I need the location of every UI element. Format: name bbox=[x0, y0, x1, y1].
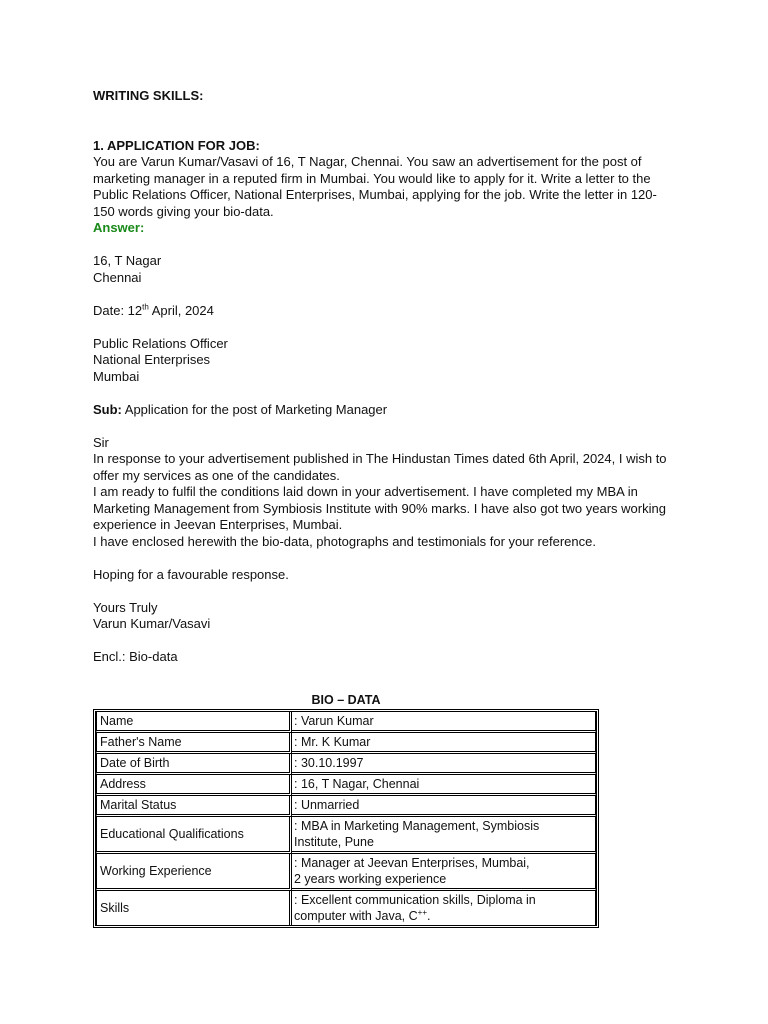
answer-label: Answer: bbox=[93, 220, 145, 235]
table-row bbox=[96, 775, 596, 796]
row-value: : 16, T Nagar, Chennai bbox=[292, 775, 596, 796]
row-label: Name bbox=[96, 712, 292, 733]
row-value: : MBA in Marketing Management, Symbiosis Institute, Pune bbox=[292, 817, 596, 854]
enclosure: Encl.: Bio-data bbox=[93, 649, 178, 664]
question-title: 1. APPLICATION FOR JOB: bbox=[93, 137, 260, 153]
row-label: Father's Name bbox=[96, 733, 292, 754]
row-value: : Unmarried bbox=[292, 796, 596, 817]
row-label: Marital Status bbox=[96, 796, 292, 817]
row-label: Working Experience bbox=[96, 854, 292, 891]
page-heading: WRITING SKILLS: bbox=[93, 88, 204, 103]
letter-content bbox=[93, 88, 678, 666]
bio-data-table bbox=[93, 709, 599, 928]
row-label: Date of Birth bbox=[96, 754, 292, 775]
row-label: Address bbox=[96, 775, 292, 796]
salutation: Sir bbox=[93, 434, 109, 450]
table-row bbox=[96, 854, 596, 891]
row-value: : Excellent communication skills, Diploma in computer with Java, C++. bbox=[292, 891, 596, 925]
table-row bbox=[96, 817, 596, 854]
receiver-address: Public Relations Officer National Enterprises Mumbai bbox=[93, 335, 228, 384]
closing-line: Hoping for a favourable response. bbox=[93, 566, 289, 582]
row-value: : 30.10.1997 bbox=[292, 754, 596, 775]
bio-data-title: BIO – DATA bbox=[311, 693, 381, 707]
letter-date: Date: 12th April, 2024 bbox=[93, 302, 214, 318]
letter-subject: Sub: Application for the post of Marketing Manager bbox=[93, 401, 388, 417]
row-value: : Varun Kumar bbox=[292, 712, 596, 733]
row-value: : Manager at Jeevan Enterprises, Mumbai, 2 years working experience bbox=[292, 854, 596, 891]
question-text: You are Varun Kumar/Vasavi of 16, T Nagar, Chennai. You saw an advertisement for the post of marketing manager in a reputed firm in Mumbai. You would like to apply for it. Write a letter to the Public Relations Officer, National Enterprises, Mumbai, applying for the job. Write the letter in 120- 150 words giving your bio-data. bbox=[93, 154, 657, 219]
table-row bbox=[96, 754, 596, 775]
letter-body: In response to your advertisement published in The Hindustan Times dated 6th April, 2024, I wish to offer my services as one of the candidates. I am ready to fulfil the conditions laid down in your advertisement. I have completed my MBA in Marketing Management from Symbiosis Institute with 90% marks. I have also got two years working experience in Jeevan Enterprises, Mumbai. I have enclosed herewith the bio-data, photographs and testimonials for your reference. bbox=[93, 451, 667, 549]
table-row bbox=[96, 712, 596, 733]
table-row bbox=[96, 733, 596, 754]
sender-address: 16, T Nagar Chennai bbox=[93, 253, 162, 285]
row-label: Educational Qualifications bbox=[96, 817, 292, 854]
row-label: Skills bbox=[96, 891, 292, 925]
table-row bbox=[96, 796, 596, 817]
signoff: Yours Truly Varun Kumar/Vasavi bbox=[93, 599, 211, 631]
row-value: : Mr. K Kumar bbox=[292, 733, 596, 754]
table-row bbox=[96, 891, 596, 925]
